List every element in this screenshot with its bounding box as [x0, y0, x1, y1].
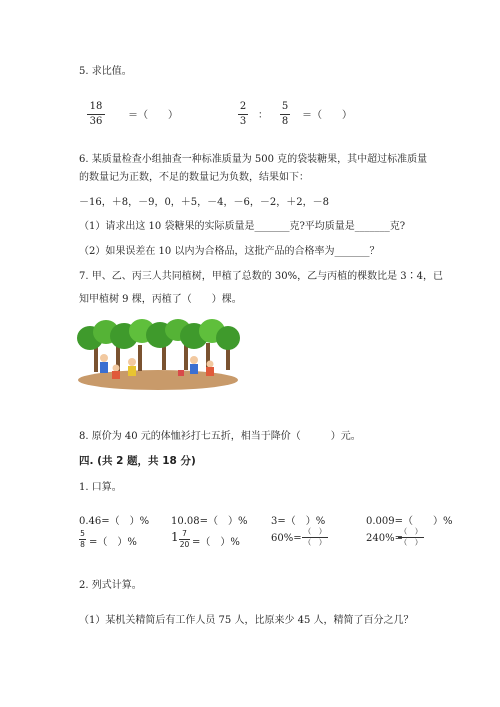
oral-r1c4: 0.009=（ ）% — [366, 516, 453, 527]
person-head — [100, 354, 108, 362]
oral-r2c3-fraction — [302, 528, 328, 546]
q6-sub-1: （1）请求出这 10 袋糖果的实际质量是_______克?平均质量是_______克? — [79, 221, 406, 232]
q6-data: －16，＋8，－9，0，＋5，－4，－6，－2，＋2，－8 — [79, 197, 329, 208]
person-head — [128, 358, 136, 366]
fraction-numerator: 5 — [80, 529, 85, 538]
q5-fraction-1 — [87, 102, 105, 127]
fraction-numerator: （ ） — [399, 527, 423, 536]
q6-line-2: 的数量记为正数，不足的数量记为负数，结果如下： — [79, 172, 309, 183]
calc-title: 2. 列式计算。 — [79, 580, 142, 591]
q6-line-1: 6. 某质量检查小组抽查一种标准质量为 500 克的袋装糖果，其中超过标准质量 — [79, 154, 428, 165]
q5-fraction-3 — [280, 102, 290, 127]
person-body — [190, 364, 198, 374]
q5-fraction-2 — [238, 102, 248, 127]
oral-r2c1-fraction — [79, 530, 86, 548]
calc-sub-1: （1）某机关精简后有工作人员 75 人，比原来少 45 人，精简了百分之几？ — [79, 615, 414, 626]
tree-planting-illustration — [76, 318, 240, 390]
tree-trunk — [94, 346, 98, 372]
oral-r2c3-prefix: 60%= — [271, 533, 302, 544]
oral-r2c2-fraction — [179, 530, 190, 548]
fraction-denominator: （ ） — [303, 537, 327, 547]
fraction-denominator: 8 — [80, 539, 85, 549]
fraction-denominator: （ ） — [399, 537, 423, 547]
tree-trunk — [138, 345, 142, 371]
fraction-numerator: 7 — [182, 529, 187, 538]
oral-r2c1-answer: =（ ）% — [89, 537, 137, 548]
oral-r1c2: 10.08=（ ）% — [171, 516, 248, 527]
section-heading: 四. (共 2 题，共 18 分) — [79, 455, 196, 467]
oral-r1c1: 0.46=（ ）% — [79, 516, 150, 527]
q7-line-2: 知甲植树 9 棵，丙植了（ ）棵。 — [79, 294, 242, 305]
q6-sub-2: （2）如果误差在 10 以内为合格品，这批产品的合格率为_______？ — [79, 246, 380, 257]
fraction-denominator: 36 — [87, 114, 105, 127]
q5-answer-2: ＝（ ） — [302, 110, 352, 121]
q5-title: 5. 求比值。 — [79, 66, 132, 77]
person-head — [190, 356, 198, 364]
fraction-denominator: 20 — [179, 539, 190, 549]
person-body — [112, 371, 120, 379]
fraction-numerator: 18 — [89, 101, 103, 112]
tree-trunk — [184, 344, 188, 370]
fraction-denominator: 3 — [239, 116, 247, 127]
fraction-numerator: （ ） — [303, 527, 327, 536]
oral-r1c3: 3=（ ）% — [271, 516, 326, 527]
oral-r2c4-prefix: 240%= — [366, 533, 403, 544]
person-head — [207, 361, 214, 368]
person-head — [113, 365, 120, 372]
bucket — [178, 370, 184, 376]
oral-title: 1. 口算。 — [79, 482, 122, 493]
q7-line-1: 7. 甲、乙、丙三人共同植树，甲植了总数的 30%，乙与丙植的棵数比是 3∶4，已 — [79, 271, 444, 282]
oral-r2c2-answer: =（ ）% — [192, 537, 240, 548]
person-body — [128, 366, 136, 376]
oral-r2c2-whole: 1 — [171, 530, 179, 544]
q8-text: 8. 原价为 40 元的体恤衫打七五折，相当于降价（ ）元。 — [79, 431, 361, 442]
fraction-numerator: 2 — [239, 101, 247, 112]
fraction-denominator: 8 — [281, 116, 289, 127]
q5-answer-1: ＝（ ） — [128, 110, 178, 121]
person-body — [206, 367, 214, 376]
person-body — [100, 362, 108, 373]
tree-canopy — [216, 326, 240, 350]
oral-r2c4-fraction — [398, 528, 424, 546]
fraction-numerator: 5 — [281, 101, 289, 112]
q5-ratio-colon: ： — [258, 110, 268, 121]
